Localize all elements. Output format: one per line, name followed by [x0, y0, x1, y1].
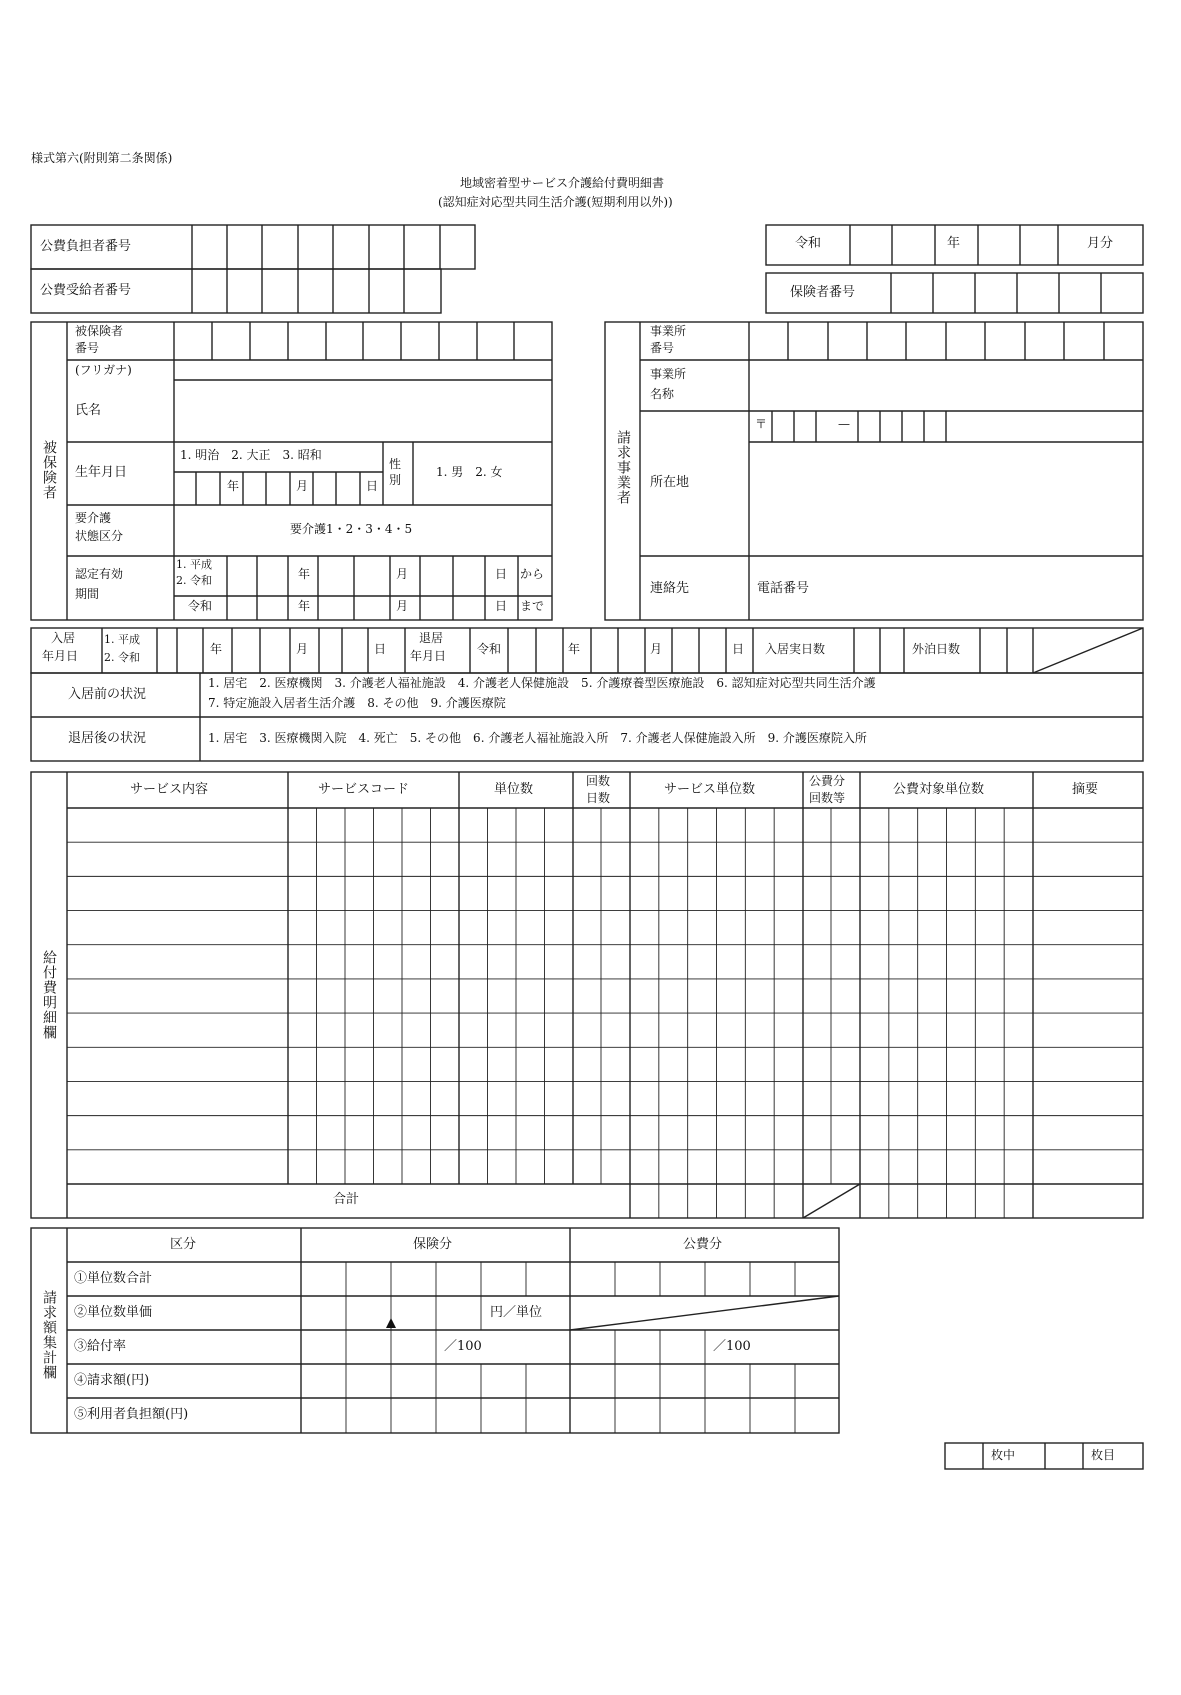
office-number-label-1: 事業所 — [650, 324, 687, 338]
furigana-label: (フリガナ) — [75, 363, 132, 377]
claim-row-benefit-rate: ③給付率 — [74, 1339, 127, 1354]
col-public-units: 公費対象単位数 — [893, 782, 985, 797]
month-of-label: 月分 — [1087, 236, 1114, 251]
claim-col-insurance: 保険分 — [413, 1237, 453, 1252]
before-status-options-1: 1. 居宅 2. 医療機関 3. 介護老人福祉施設 4. 介護老人保健施設 5. 介護療養型医療施設 6. 認知症対応型共同生活介護 — [208, 676, 876, 690]
insurer-number-label: 保険者番号 — [790, 285, 856, 300]
valid-day-1: 日 — [495, 567, 508, 581]
contact-label: 連絡先 — [650, 581, 690, 596]
claim-row-user-burden: ⑤利用者負担額(円) — [74, 1407, 189, 1422]
move-in-label-2: 年月日 — [42, 649, 79, 663]
sex-label-2: 別 — [389, 473, 402, 487]
care-level-label-1: 要介護 — [75, 511, 112, 525]
claim-row-unit-price: ②単位数単価 — [74, 1305, 153, 1320]
col-count-1: 回数 — [586, 774, 611, 788]
col-summary: 摘要 — [1072, 782, 1099, 797]
valid-year-1: 年 — [298, 567, 311, 581]
col-public-count-2: 回数等 — [809, 791, 846, 805]
pages-of-label: 枚中 — [991, 1448, 1016, 1462]
actual-days-label: 入居実日数 — [765, 642, 826, 656]
era-label: 令和 — [795, 236, 822, 251]
after-status-label: 退居後の状況 — [68, 731, 147, 746]
office-name-label-1: 事業所 — [650, 367, 687, 381]
valid-period-label-1: 認定有効 — [75, 567, 124, 581]
office-number-label-2: 番号 — [650, 341, 675, 355]
insurance-rate-per100: ／100 — [444, 1339, 482, 1354]
sex-options: 1. 男 2. 女 — [436, 465, 503, 479]
move-out-month: 月 — [650, 642, 663, 656]
form-number: 様式第六(附則第二条関係) — [31, 151, 173, 165]
care-level-label-2: 状態区分 — [75, 529, 124, 543]
benefit-section-label: 給付費明細欄 — [41, 950, 57, 1040]
col-service-code: サービスコード — [318, 782, 410, 797]
public-recipient-label: 公費受給者番号 — [40, 283, 132, 298]
valid-era-3: 令和 — [188, 599, 213, 613]
benefit-total-label: 合計 — [333, 1192, 360, 1207]
move-out-label-1: 退居 — [419, 631, 444, 645]
move-in-day: 日 — [374, 642, 387, 656]
valid-day-2: 日 — [495, 599, 508, 613]
out-days-label: 外泊日数 — [912, 642, 961, 656]
name-label: 氏名 — [75, 403, 102, 418]
postal-dash: — — [838, 417, 850, 431]
insured-number-label-2: 番号 — [75, 341, 100, 355]
valid-month-1: 月 — [396, 567, 409, 581]
form-title: 地域密着型サービス介護給付費明細書 — [460, 176, 665, 190]
move-in-month: 月 — [296, 642, 309, 656]
move-out-year: 年 — [568, 642, 581, 656]
move-in-label-1: 入居 — [51, 631, 76, 645]
claim-row-claim-amount: ④請求額(円) — [74, 1373, 150, 1388]
valid-year-2: 年 — [298, 599, 311, 613]
move-out-era: 令和 — [477, 642, 502, 656]
postal-mark: 〒 — [755, 417, 768, 431]
valid-period-label-2: 期間 — [75, 587, 100, 601]
move-out-label-2: 年月日 — [410, 649, 447, 663]
valid-from: から — [520, 567, 545, 581]
move-in-year: 年 — [210, 642, 223, 656]
valid-month-2: 月 — [396, 599, 409, 613]
address-label: 所在地 — [650, 475, 690, 490]
care-level-value: 要介護1・2・3・4・5 — [290, 522, 413, 536]
birth-month: 月 — [296, 479, 309, 493]
move-in-era-1: 1. 平成 — [104, 633, 140, 646]
birth-eras: 1. 明治 2. 大正 3. 昭和 — [180, 448, 322, 462]
col-count-2: 日数 — [586, 791, 611, 805]
pages-nth-label: 枚目 — [1091, 1448, 1116, 1462]
claim-col-public: 公費分 — [683, 1237, 723, 1252]
public-rate-per100: ／100 — [713, 1339, 751, 1354]
phone-label: 電話番号 — [757, 581, 810, 596]
move-in-era-2: 2. 令和 — [104, 651, 140, 664]
before-status-options-2: 7. 特定施設入居者生活介護 8. その他 9. 介護医療院 — [208, 696, 506, 710]
col-public-count-1: 公費分 — [809, 774, 846, 788]
birth-year: 年 — [227, 479, 240, 493]
year-label: 年 — [947, 236, 961, 251]
insured-number-label-1: 被保険者 — [75, 324, 124, 338]
claim-section-label: 請求額集計欄 — [41, 1290, 57, 1380]
move-out-day: 日 — [732, 642, 745, 656]
col-units: 単位数 — [494, 782, 534, 797]
office-name-label-2: 名称 — [650, 387, 675, 401]
insured-section-label: 被保険者 — [41, 440, 57, 500]
after-status-options: 1. 居宅 3. 医療機関入院 4. 死亡 5. その他 6. 介護老人福祉施設入所 7. 介護老人保健施設入所 9. 介護医療院入所 — [208, 731, 867, 745]
birth-label: 生年月日 — [75, 465, 128, 480]
col-service-content: サービス内容 — [130, 782, 209, 797]
claim-col-kubun: 区分 — [170, 1237, 197, 1252]
yen-per-unit-label: 円／単位 — [490, 1305, 543, 1320]
col-service-units: サービス単位数 — [664, 782, 756, 797]
birth-day: 日 — [366, 479, 379, 493]
valid-era-2: 2. 令和 — [176, 574, 212, 587]
before-status-label: 入居前の状況 — [68, 687, 147, 702]
provider-section-label: 請求事業者 — [615, 430, 631, 505]
form-subtitle: (認知症対応型共同生活介護(短期利用以外)) — [438, 195, 673, 209]
valid-to: まで — [520, 599, 545, 613]
claim-row-unit-total: ①単位数合計 — [74, 1271, 153, 1286]
public-payer-label: 公費負担者番号 — [40, 239, 132, 254]
sex-label-1: 性 — [389, 457, 402, 471]
valid-era-1: 1. 平成 — [176, 558, 212, 571]
